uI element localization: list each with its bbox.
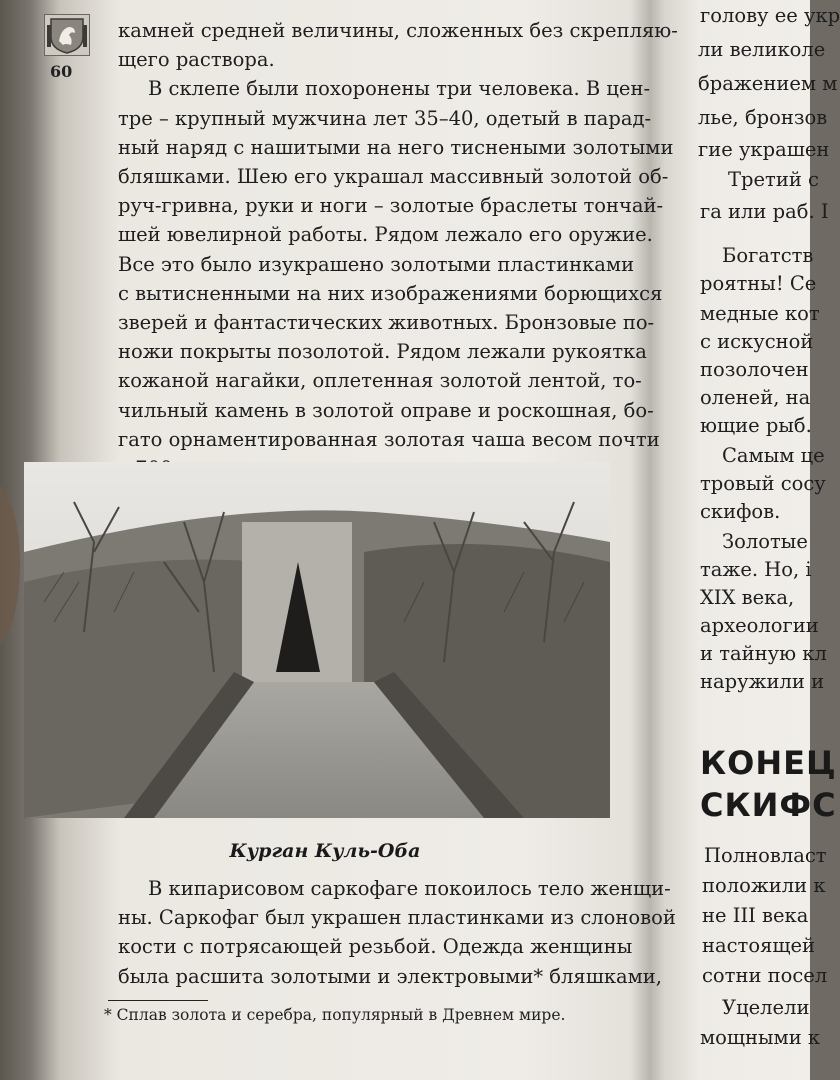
text-line: гато орнаментированная золотая чаша весом почти [118, 427, 660, 451]
text-line: наружили и [700, 670, 825, 693]
text-line: с искусной [700, 330, 814, 353]
text-line: шей ювелирной работы. Рядом лежало его оружие. [118, 223, 653, 247]
text-line: роятны! Се [700, 272, 817, 295]
text-line: Золотые [722, 530, 808, 553]
section-heading-line: СКИФС [700, 786, 837, 824]
text-line: бляшками. Шею его украшал массивный золотой об- [118, 165, 669, 189]
text-line: Третий с [728, 168, 819, 191]
page-number: 60 [50, 62, 73, 81]
section-heading-line: КОНЕЦ [700, 744, 837, 782]
text-line: тровый сосу [700, 472, 826, 495]
text-line: медные кот [700, 302, 820, 325]
text-line: Все это было изукрашено золотыми пластинками [118, 252, 635, 276]
text-line: ножи покрыты позолотой. Рядом лежали рукоятка [118, 340, 647, 364]
text-line: тре – крупный мужчина лет 35–40, одетый в парад- [118, 106, 652, 130]
text-line: ный наряд с нашитыми на него тиснеными золотыми [118, 135, 674, 159]
top-text-block [118, 16, 678, 483]
text-line: археологии [700, 614, 819, 637]
text-line: не III века [702, 904, 809, 927]
text-line: сотни посел [702, 964, 828, 987]
text-line: таже. Но, і [700, 558, 812, 581]
text-line: мощными к [700, 1026, 821, 1049]
text-line: настоящей [702, 934, 816, 957]
text-line: была расшита золотыми и электровыми* бляшками, [118, 964, 663, 988]
text-line: Самым це [722, 444, 825, 467]
photo-caption: Курган Куль-Оба [229, 840, 421, 862]
text-line: с вытисненными на них изображениями борющихся [118, 281, 663, 305]
text-line: В склепе были похоронены три человека. В цен- [148, 77, 651, 101]
text-line: XIX века, [700, 586, 795, 609]
bottom-text-block [118, 874, 676, 991]
text-line: ющие рыб. [700, 414, 812, 437]
text-line: га или раб. I [700, 200, 829, 223]
text-line: скифов. [700, 500, 781, 523]
text-line: кости с потрясающей резьбой. Одежда женщины [118, 935, 633, 959]
crimea-emblem-icon [44, 14, 90, 56]
text-line: позолочен [700, 358, 809, 381]
text-line: голову ее укр [700, 4, 840, 27]
text-line: чильный камень в золотой оправе и роскошная, бо- [118, 398, 654, 422]
text-line: зверей и фантастических животных. Бронзовые по- [118, 311, 655, 335]
text-line: ны. Саркофаг был украшен пластинками из слоновой [118, 906, 676, 930]
text-line: камней средней величины, сложенных без скрепляю- [118, 19, 678, 42]
text-line: положили к [702, 874, 826, 897]
text-line: щего раствора. [118, 48, 275, 72]
text-line: Уцелели [722, 996, 810, 1019]
text-line: Богатств [722, 244, 814, 267]
text-line: Полновласт [704, 844, 827, 867]
text-line: В кипарисовом саркофаге покоилось тело женщи- [148, 877, 671, 900]
text-line: руч-гривна, руки и ноги – золотые браслеты тончай- [118, 194, 664, 218]
text-line: и тайную кл [700, 642, 827, 665]
text-line: ли великоле [698, 38, 826, 61]
kurgan-photo [24, 462, 610, 818]
text-line: оленей, на [700, 386, 811, 409]
text-line: кожаной нагайки, оплетенная золотой лентой, то- [118, 369, 642, 393]
text-line: гие украшен [698, 138, 830, 161]
text-line: бражением м [698, 72, 838, 95]
text-line: лье, бронзов [698, 106, 828, 129]
footnote-rule [108, 1000, 208, 1001]
right-page [660, 0, 840, 1080]
footnote: * Сплав золота и серебра, популярный в Древнем мире. [104, 1006, 566, 1024]
